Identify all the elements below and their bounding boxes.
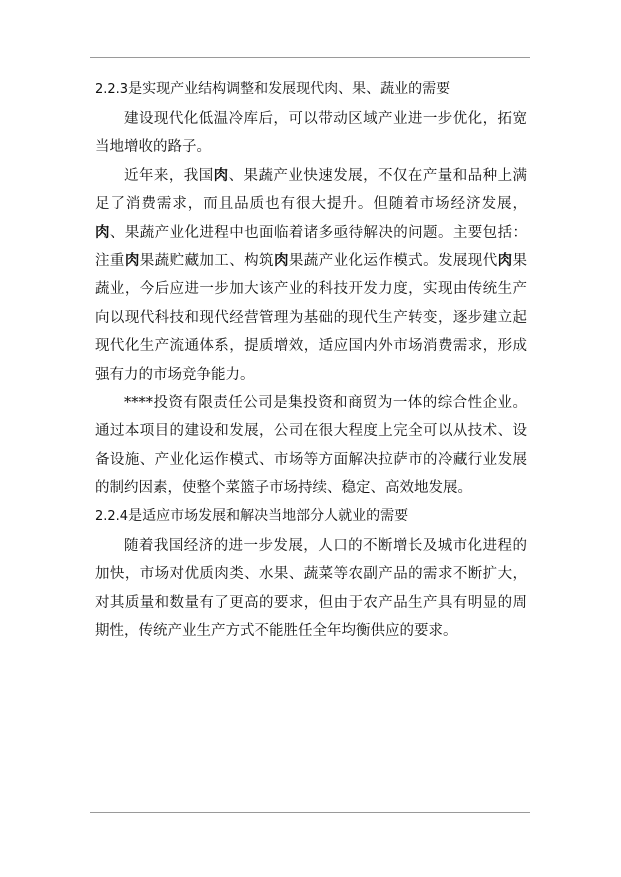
text-run: 果蔬业，今后应进一步加大该产业的科技开发力度，实现由传统生产向以现代科技和现代经营管理为基础的现代生产转变，逐步建立起现代化生产流通体系，提质增效，适应国内外市场消费需求，形成强有力的市场竞争能力。 [95, 253, 528, 383]
section-number: 2.2.4 [95, 508, 129, 524]
section-heading-2-2-4 [95, 505, 527, 528]
emphasis-meat: 肉 [124, 252, 140, 270]
emphasis-meat: 肉 [95, 223, 110, 241]
paragraph-industry-development [95, 162, 527, 389]
paragraph-market-demand: 随着我国经济的进一步发展，人口的不断增长及城市化进程的加快，市场对优质肉类、水果、蔬菜等农副产品的需求不断扩大，对其质量和数量有了更高的要求，但由于农产品生产具有明显的周期性，传统产业生产方式不能胜任全年均衡供应的要求。 [95, 537, 527, 639]
document-body [95, 78, 527, 645]
paragraph-company-intro: ****投资有限责任公司是集投资和商贸为一体的综合性企业。通过本项目的建设和发展，公司在很大程度上完全可以从技术、设备设施、产业化运作模式、市场等方面解决拉萨市的冷藏行业发展的制约因素，使整个菜篮子市场持续、稳定、高效地发展。 [95, 395, 527, 497]
text-run: 近年来，我国 [124, 167, 214, 184]
text-run: 果蔬贮藏加工、构筑 [139, 253, 274, 270]
emphasis-meat: 肉 [273, 252, 289, 270]
text-run: 、果蔬产业化进程中也面临着诸多亟待解决的问题。主要包括：注重 [95, 224, 528, 270]
footer-rule [90, 812, 530, 813]
section-title: 是实现产业结构调整和发展现代肉、果、蔬业的需要 [128, 81, 451, 97]
emphasis-meat: 肉 [213, 166, 229, 184]
paragraph-cold-storage-benefit: 建设现代化低温冷库后，可以带动区域产业进一步优化，拓宽当地增收的路子。 [95, 111, 527, 156]
header-rule [90, 57, 530, 58]
text-run: 果蔬产业化运作模式。发展现代 [288, 253, 498, 270]
section-number: 2.2.3 [95, 82, 129, 97]
text-run: 、果蔬产业快速发展，不仅在产量和品种上满足了消费需求，而且品质也有很大提升。但随着市场经济发展， [95, 167, 528, 213]
emphasis-meat: 肉 [497, 252, 513, 270]
section-heading-2-2-3 [95, 78, 527, 101]
section-title: 是适应市场发展和解决当地部分人就业的需要 [128, 507, 409, 524]
